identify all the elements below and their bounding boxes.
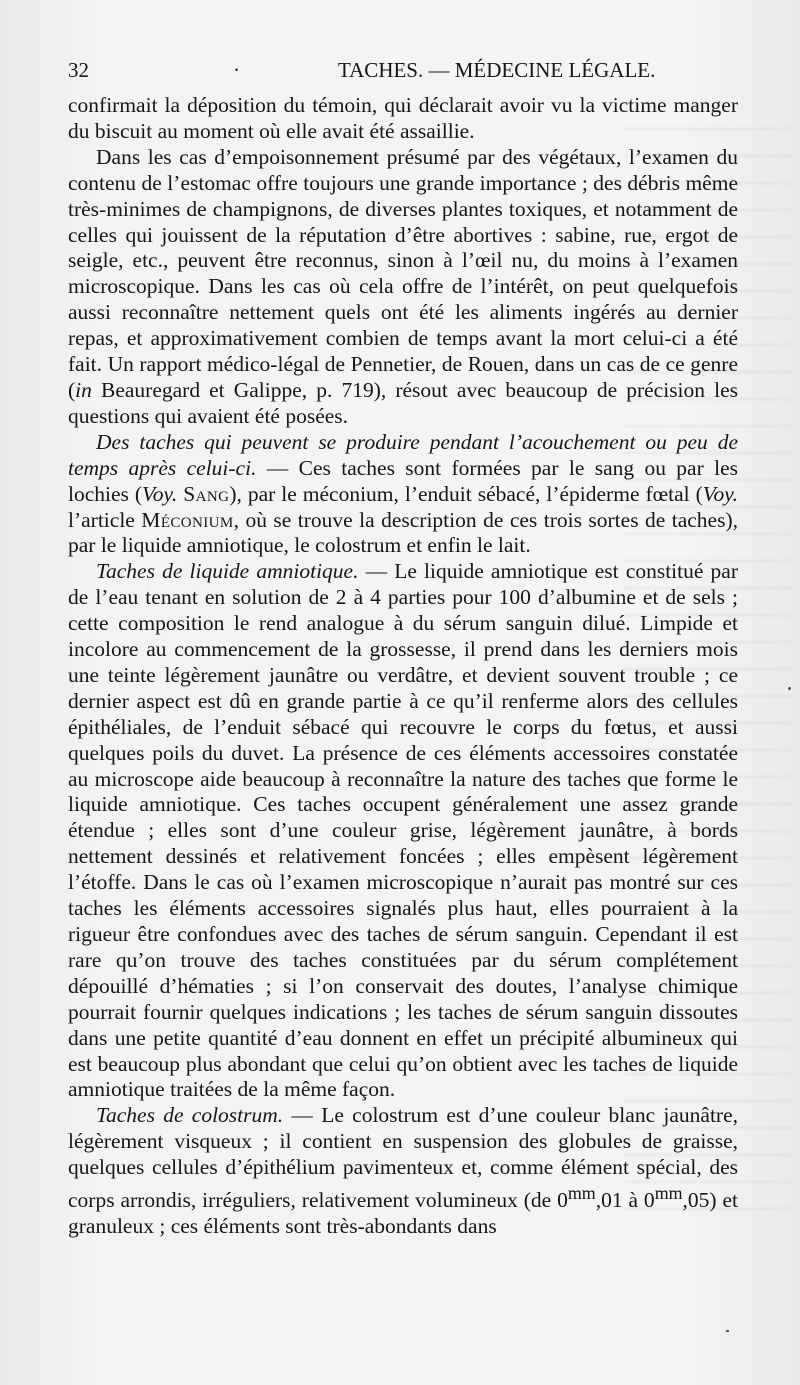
paragraph-3-part-b: ), par le méconium, l’enduit sébacé, l’épiderme fœtal ( <box>229 481 703 506</box>
paragraph-2-text: Dans les cas d’empoisonnement présumé par des végétaux, l’examen du contenu de l’estomac offre toujours une grande importance ; des débris même très-minimes de champignons, de diverses plantes toxiques, et notamment de celles qui jouissent de la réputation d’être abortives : sabine, rue, ergot de seigle, etc., peuvent être reconnus, sinon à l’œil nu, du moins à l’examen microscopique. Dans les cas où cela offre de l’intérêt, on peut quelquefois aussi reconnaître nettement quels ont été les aliments ingérés au dernier repas, et approximativement combien de temps avant la mort celui-ci a été fait. Un rapport médico-légal de Pennetier, de Rouen, dans un cas de ce genre ( <box>68 144 738 402</box>
body-text <box>68 93 738 1240</box>
paragraph-5-mm-2: mm <box>654 1183 683 1204</box>
paragraph-3 <box>68 430 738 560</box>
paragraph-2-tail: Beauregard et Galippe, p. 719), résout avec beaucoup de précision les questions qui avaient été posées. <box>68 377 738 428</box>
paragraph-5-text: — Le colostrum est d’une couleur blanc jaunâtre, légèrement visqueux ; il contient en suspension des globules de graisse, quelques cellules d’épithélium pavimenteux et, comme élément spécial, des corps arrondis, irréguliers, relativement volumineux (de 0 <box>68 1103 738 1213</box>
paragraph-2-in: in <box>75 377 92 402</box>
paper-speck <box>726 1330 729 1332</box>
paragraph-3-voy-2: Voy. <box>702 481 739 506</box>
paragraph-3-part-a: — Ces taches sont formées par le sang ou par les lochies ( <box>68 455 738 506</box>
paragraph-3-part-c: l’article <box>68 507 142 532</box>
paragraph-5 <box>68 1103 738 1240</box>
paragraph-5-middle: ,01 à 0 <box>595 1188 655 1213</box>
paragraph-4-text: — Le liquide amniotique est constitué par de l’eau tenant en solution de 2 à 4 parties pour 100 d’albumine et de sels ; cette composition le rend analogue à du sérum sanguin dilué. Limpide et incolore au commencement de la grossesse, il prend dans les derniers mois une teinte légèrement jaunâtre ou verdâtre, et devient souvent trouble ; ce dernier aspect est dû en grande partie à ce qu’il renferme alors des cellules épithéliales, de l’enduit sébacé qui recouvre le corps du fœtus, et aussi quelques poils du duvet. La présence de ces éléments accessoires constatée au microscope aide beaucoup à reconnaître la nature des taches que forme le liquide amniotique. Ces taches occupent généralement une assez grande étendue ; elles sont d’une couleur grise, légèrement jaunâtre, à bords nettement dessinés et relativement foncées ; elles empèsent légèrement l’étoffe. Dans le cas où l’examen microscopique n’aurait pas montré sur ces taches les éléments accessoires signalés plus haut, elles pourraient à la rigueur être confondues avec des taches de sérum sanguin. Cependant il est rare qu’on trouve des taches constituées par du sérum complétement dépouillé d’hématies ; si l’on conservait des doutes, l’analyse chimique pourrait fournir quelques indications ; les taches de sérum sanguin dissoutes dans une petite quantité d’eau donnent en effet un précipité albumineux qui est beaucoup plus abondant que celui qu’on obtient avec les taches de liquide amniotique traitées de la même façon. <box>68 559 738 1102</box>
section-heading-childbirth-stains: Des taches qui peuvent se produire pendant l’acouchement ou peu de temps après celui-ci. <box>68 429 738 480</box>
header-separator: · <box>233 58 240 82</box>
paragraph-1 <box>68 93 738 145</box>
paragraph-3-part-d: , où se trouve la description de ces trois sortes de taches), par le liquide amniotique, le colostrum et enfin le lait. <box>68 507 738 558</box>
paragraph-5-end: ,05) et granuleux ; ces éléments sont très-abondants dans <box>68 1188 738 1239</box>
running-header <box>68 58 738 88</box>
paragraph-4 <box>68 559 738 1103</box>
paragraph-2 <box>68 145 738 430</box>
paragraph-5-mm-1: mm <box>567 1183 596 1204</box>
section-heading-colostrum: Taches de colostrum. <box>96 1103 284 1128</box>
margin-mark <box>788 687 791 690</box>
paragraph-3-sang: Sang <box>183 481 230 506</box>
page-number: 32 <box>68 58 89 82</box>
paragraph-1-text: confirmait la déposition du témoin, qui déclarait avoir vu la victime manger du biscuit au moment où elle avait été assaillie. <box>68 93 738 143</box>
paragraph-3-meconium: Méconium <box>141 507 234 532</box>
paragraph-3-voy-1: Voy. <box>142 481 178 506</box>
header-title: TACHES. — MÉDECINE LÉGALE. <box>338 58 656 82</box>
section-heading-amniotic-fluid: Taches de liquide amniotique. <box>96 559 359 584</box>
